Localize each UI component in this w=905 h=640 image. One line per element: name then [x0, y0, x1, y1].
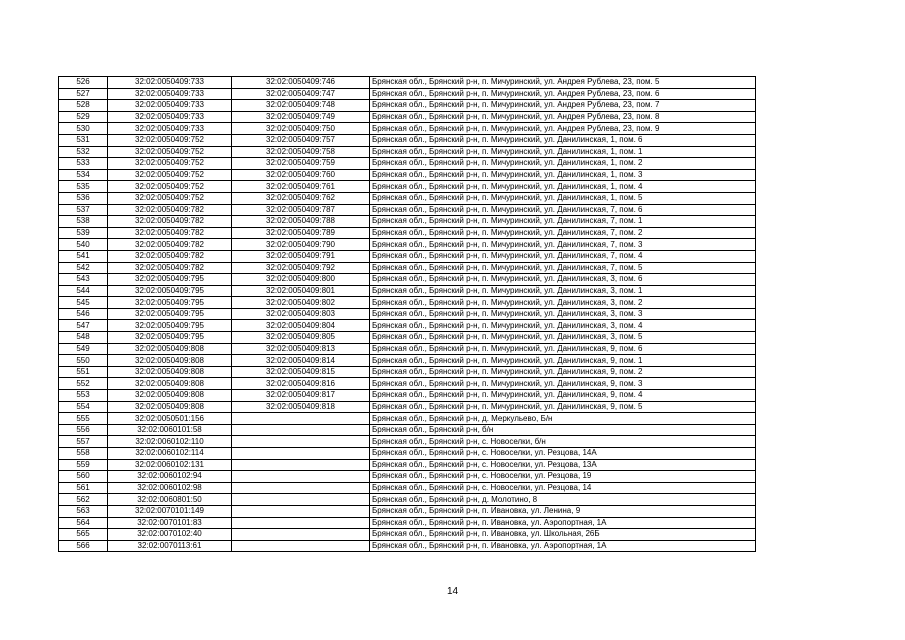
table-row: [59, 100, 756, 112]
address-cell: Брянская обл., Брянский р-н, п. Мичуринский, ул. Данилинская, 3, пом. 6: [370, 274, 756, 286]
parent-cadastral-cell: 32:02:0050409:752: [108, 192, 232, 204]
table-row: [59, 436, 756, 448]
cadastral-number-cell: 32:02:0050409:804: [232, 320, 370, 332]
row-number-cell: 563: [59, 505, 108, 517]
row-number-cell: 529: [59, 111, 108, 123]
table-row: [59, 227, 756, 239]
cadastral-number-cell: 32:02:0050409:789: [232, 227, 370, 239]
address-cell: Брянская обл., Брянский р-н, п. Мичуринский, ул. Данилинская, 3, пом. 2: [370, 297, 756, 309]
address-cell: Брянская обл., Брянский р-н, п. Мичуринский, ул. Данилинская, 7, пом. 2: [370, 227, 756, 239]
parent-cadastral-cell: 32:02:0050409:808: [108, 355, 232, 367]
table-row: [59, 494, 756, 506]
address-cell: Брянская обл., Брянский р-н, д. Молотино, 8: [370, 494, 756, 506]
cadastral-number-cell: 32:02:0050409:747: [232, 88, 370, 100]
parent-cadastral-cell: 32:02:0050409:808: [108, 401, 232, 413]
cadastral-number-cell: [232, 494, 370, 506]
table-row: [59, 250, 756, 262]
parent-cadastral-cell: 32:02:0050409:795: [108, 297, 232, 309]
parent-cadastral-cell: 32:02:0060102:110: [108, 436, 232, 448]
table-row: [59, 413, 756, 425]
address-cell: Брянская обл., Брянский р-н, п. Мичуринский, ул. Данилинская, 9, пом. 6: [370, 343, 756, 355]
cadastral-number-cell: [232, 505, 370, 517]
address-cell: Брянская обл., Брянский р-н, п. Мичуринский, ул. Данилинская, 3, пом. 4: [370, 320, 756, 332]
parent-cadastral-cell: 32:02:0070101:83: [108, 517, 232, 529]
table-row: [59, 448, 756, 460]
address-cell: Брянская обл., Брянский р-н, п. Мичуринский, ул. Данилинская, 1, пом. 5: [370, 192, 756, 204]
cadastral-number-cell: 32:02:0050409:815: [232, 366, 370, 378]
row-number-cell: 533: [59, 158, 108, 170]
table-row: [59, 505, 756, 517]
parent-cadastral-cell: 32:02:0050409:733: [108, 77, 232, 89]
row-number-cell: 526: [59, 77, 108, 89]
table-row: [59, 239, 756, 251]
cadastral-number-cell: 32:02:0050409:814: [232, 355, 370, 367]
address-cell: Брянская обл., Брянский р-н, п. Мичуринский, ул. Данилинская, 7, пом. 6: [370, 204, 756, 216]
row-number-cell: 561: [59, 482, 108, 494]
parent-cadastral-cell: 32:02:0050409:752: [108, 169, 232, 181]
address-cell: Брянская обл., Брянский р-н, п. Мичуринский, ул. Андрея Рублева, 23, пом. 6: [370, 88, 756, 100]
page-number: 14: [446, 586, 459, 597]
row-number-cell: 566: [59, 540, 108, 552]
cadastral-number-cell: [232, 529, 370, 541]
table-row: [59, 111, 756, 123]
parent-cadastral-cell: 32:02:0050409:752: [108, 146, 232, 158]
table-row: [59, 285, 756, 297]
address-cell: Брянская обл., Брянский р-н, п. Мичуринский, ул. Данилинская, 1, пом. 6: [370, 134, 756, 146]
table-row: [59, 390, 756, 402]
cadastral-number-cell: 32:02:0050409:787: [232, 204, 370, 216]
parent-cadastral-cell: 32:02:0050409:782: [108, 204, 232, 216]
cadastral-number-cell: 32:02:0050409:801: [232, 285, 370, 297]
address-cell: Брянская обл., Брянский р-н, с. Новоселки, ул. Резцова, 14: [370, 482, 756, 494]
parent-cadastral-cell: 32:02:0050409:752: [108, 181, 232, 193]
row-number-cell: 556: [59, 424, 108, 436]
row-number-cell: 554: [59, 401, 108, 413]
cadastral-number-cell: [232, 540, 370, 552]
cadastral-number-cell: [232, 448, 370, 460]
cadastral-number-cell: [232, 517, 370, 529]
row-number-cell: 541: [59, 250, 108, 262]
table-row: [59, 77, 756, 89]
parent-cadastral-cell: 32:02:0060102:94: [108, 471, 232, 483]
cadastral-number-cell: 32:02:0050409:791: [232, 250, 370, 262]
cadastral-number-cell: 32:02:0050409:802: [232, 297, 370, 309]
parent-cadastral-cell: 32:02:0050409:752: [108, 134, 232, 146]
table-row: [59, 471, 756, 483]
address-cell: Брянская обл., Брянский р-н, п. Мичуринский, ул. Данилинская, 9, пом. 1: [370, 355, 756, 367]
table-row: [59, 401, 756, 413]
address-cell: Брянская обл., Брянский р-н, п. Мичуринский, ул. Данилинская, 3, пом. 5: [370, 332, 756, 344]
address-cell: Брянская обл., Брянский р-н, п. Мичуринский, ул. Андрея Рублева, 23, пом. 7: [370, 100, 756, 112]
parent-cadastral-cell: 32:02:0050409:795: [108, 274, 232, 286]
row-number-cell: 540: [59, 239, 108, 251]
parent-cadastral-cell: 32:02:0050409:733: [108, 100, 232, 112]
parent-cadastral-cell: 32:02:0070113:61: [108, 540, 232, 552]
address-cell: Брянская обл., Брянский р-н, п. Мичуринский, ул. Данилинская, 7, пом. 1: [370, 216, 756, 228]
parent-cadastral-cell: 32:02:0050409:782: [108, 216, 232, 228]
parent-cadastral-cell: 32:02:0060102:98: [108, 482, 232, 494]
address-cell: Брянская обл., Брянский р-н, д. Меркульево, Б/н: [370, 413, 756, 425]
row-number-cell: 536: [59, 192, 108, 204]
row-number-cell: 539: [59, 227, 108, 239]
cadastral-number-cell: 32:02:0050409:762: [232, 192, 370, 204]
parent-cadastral-cell: 32:02:0050409:782: [108, 250, 232, 262]
cadastral-number-cell: [232, 424, 370, 436]
row-number-cell: 530: [59, 123, 108, 135]
address-cell: Брянская обл., Брянский р-н, с. Новоселки, ул. Резцова, 19: [370, 471, 756, 483]
address-cell: Брянская обл., Брянский р-н, п. Ивановка, ул. Аэропортная, 1А: [370, 517, 756, 529]
row-number-cell: 547: [59, 320, 108, 332]
address-cell: Брянская обл., Брянский р-н, п. Мичуринский, ул. Данилинская, 7, пом. 3: [370, 239, 756, 251]
address-cell: Брянская обл., Брянский р-н, п. Мичуринский, ул. Данилинская, 1, пом. 1: [370, 146, 756, 158]
row-number-cell: 534: [59, 169, 108, 181]
table-row: [59, 459, 756, 471]
parent-cadastral-cell: 32:02:0050409:733: [108, 111, 232, 123]
parent-cadastral-cell: 32:02:0060102:114: [108, 448, 232, 460]
table-row: [59, 482, 756, 494]
cadastral-number-cell: 32:02:0050409:759: [232, 158, 370, 170]
row-number-cell: 545: [59, 297, 108, 309]
parent-cadastral-cell: 32:02:0070102:40: [108, 529, 232, 541]
table-row: [59, 517, 756, 529]
address-cell: Брянская обл., Брянский р-н, п. Мичуринский, ул. Данилинская, 3, пом. 3: [370, 308, 756, 320]
parent-cadastral-cell: 32:02:0050409:733: [108, 88, 232, 100]
table-row: [59, 216, 756, 228]
table-row: [59, 123, 756, 135]
address-cell: Брянская обл., Брянский р-н, б/н: [370, 424, 756, 436]
cadastral-number-cell: 32:02:0050409:813: [232, 343, 370, 355]
row-number-cell: 553: [59, 390, 108, 402]
address-cell: Брянская обл., Брянский р-н, с. Новоселки, ул. Резцова, 14А: [370, 448, 756, 460]
parent-cadastral-cell: 32:02:0050409:782: [108, 239, 232, 251]
address-cell: Брянская обл., Брянский р-н, п. Ивановка, ул. Ленина, 9: [370, 505, 756, 517]
row-number-cell: 562: [59, 494, 108, 506]
row-number-cell: 557: [59, 436, 108, 448]
parent-cadastral-cell: 32:02:0050409:795: [108, 332, 232, 344]
address-cell: Брянская обл., Брянский р-н, с. Новоселки, б/н: [370, 436, 756, 448]
table-row: [59, 146, 756, 158]
cadastral-number-cell: 32:02:0050409:761: [232, 181, 370, 193]
table-row: [59, 378, 756, 390]
row-number-cell: 565: [59, 529, 108, 541]
row-number-cell: 550: [59, 355, 108, 367]
address-cell: Брянская обл., Брянский р-н, п. Мичуринский, ул. Данилинская, 1, пом. 4: [370, 181, 756, 193]
row-number-cell: 538: [59, 216, 108, 228]
table-row: [59, 262, 756, 274]
cadastral-number-cell: 32:02:0050409:758: [232, 146, 370, 158]
table-row: [59, 192, 756, 204]
cadastral-number-cell: 32:02:0050409:749: [232, 111, 370, 123]
table-row: [59, 332, 756, 344]
cadastral-number-cell: 32:02:0050409:757: [232, 134, 370, 146]
parent-cadastral-cell: 32:02:0050409:733: [108, 123, 232, 135]
address-cell: Брянская обл., Брянский р-н, п. Мичуринский, ул. Данилинская, 3, пом. 1: [370, 285, 756, 297]
parent-cadastral-cell: 32:02:0060102:131: [108, 459, 232, 471]
cadastral-number-cell: 32:02:0050409:803: [232, 308, 370, 320]
parent-cadastral-cell: 32:02:0050409:752: [108, 158, 232, 170]
row-number-cell: 559: [59, 459, 108, 471]
row-number-cell: 543: [59, 274, 108, 286]
table-row: [59, 158, 756, 170]
address-cell: Брянская обл., Брянский р-н, п. Мичуринский, ул. Андрея Рублева, 23, пом. 9: [370, 123, 756, 135]
table-row: [59, 134, 756, 146]
row-number-cell: 535: [59, 181, 108, 193]
table-row: [59, 181, 756, 193]
cadastral-number-cell: [232, 413, 370, 425]
parent-cadastral-cell: 32:02:0050409:808: [108, 366, 232, 378]
cadastral-number-cell: 32:02:0050409:790: [232, 239, 370, 251]
row-number-cell: 528: [59, 100, 108, 112]
cadastral-number-cell: 32:02:0050409:800: [232, 274, 370, 286]
table-row: [59, 308, 756, 320]
row-number-cell: 555: [59, 413, 108, 425]
cadastral-number-cell: 32:02:0050409:788: [232, 216, 370, 228]
row-number-cell: 531: [59, 134, 108, 146]
table-row: [59, 366, 756, 378]
row-number-cell: 551: [59, 366, 108, 378]
property-table: [58, 76, 756, 552]
table-row: [59, 320, 756, 332]
parent-cadastral-cell: 32:02:0050409:808: [108, 390, 232, 402]
address-cell: Брянская обл., Брянский р-н, п. Мичуринский, ул. Андрея Рублева, 23, пом. 8: [370, 111, 756, 123]
row-number-cell: 544: [59, 285, 108, 297]
table-row: [59, 274, 756, 286]
address-cell: Брянская обл., Брянский р-н, п. Мичуринский, ул. Данилинская, 1, пом. 2: [370, 158, 756, 170]
cadastral-number-cell: [232, 471, 370, 483]
cadastral-number-cell: 32:02:0050409:817: [232, 390, 370, 402]
address-cell: Брянская обл., Брянский р-н, п. Ивановка, ул. Аэропортная, 1А: [370, 540, 756, 552]
address-cell: Брянская обл., Брянский р-н, п. Мичуринский, ул. Данилинская, 9, пом. 5: [370, 401, 756, 413]
cadastral-number-cell: 32:02:0050409:750: [232, 123, 370, 135]
table-row: [59, 540, 756, 552]
parent-cadastral-cell: 32:02:0050409:808: [108, 343, 232, 355]
cadastral-number-cell: 32:02:0050409:805: [232, 332, 370, 344]
parent-cadastral-cell: 32:02:0050409:782: [108, 262, 232, 274]
parent-cadastral-cell: 32:02:0050409:795: [108, 285, 232, 297]
table-row: [59, 343, 756, 355]
row-number-cell: 560: [59, 471, 108, 483]
cadastral-number-cell: 32:02:0050409:792: [232, 262, 370, 274]
parent-cadastral-cell: 32:02:0060101:58: [108, 424, 232, 436]
address-cell: Брянская обл., Брянский р-н, с. Новоселки, ул. Резцова, 13А: [370, 459, 756, 471]
row-number-cell: 564: [59, 517, 108, 529]
row-number-cell: 532: [59, 146, 108, 158]
parent-cadastral-cell: 32:02:0050501:156: [108, 413, 232, 425]
table-row: [59, 169, 756, 181]
cadastral-number-cell: [232, 482, 370, 494]
cadastral-number-cell: [232, 436, 370, 448]
address-cell: Брянская обл., Брянский р-н, п. Мичуринский, ул. Андрея Рублева, 23, пом. 5: [370, 77, 756, 89]
property-table-body: [59, 77, 756, 552]
address-cell: Брянская обл., Брянский р-н, п. Мичуринский, ул. Данилинская, 7, пом. 5: [370, 262, 756, 274]
cadastral-number-cell: [232, 459, 370, 471]
row-number-cell: 549: [59, 343, 108, 355]
cadastral-number-cell: 32:02:0050409:760: [232, 169, 370, 181]
address-cell: Брянская обл., Брянский р-н, п. Мичуринский, ул. Данилинская, 7, пом. 4: [370, 250, 756, 262]
row-number-cell: 546: [59, 308, 108, 320]
parent-cadastral-cell: 32:02:0050409:808: [108, 378, 232, 390]
row-number-cell: 548: [59, 332, 108, 344]
row-number-cell: 552: [59, 378, 108, 390]
cadastral-number-cell: 32:02:0050409:746: [232, 77, 370, 89]
row-number-cell: 558: [59, 448, 108, 460]
row-number-cell: 527: [59, 88, 108, 100]
cadastral-number-cell: 32:02:0050409:748: [232, 100, 370, 112]
cadastral-number-cell: 32:02:0050409:816: [232, 378, 370, 390]
table-row: [59, 529, 756, 541]
cadastral-number-cell: 32:02:0050409:818: [232, 401, 370, 413]
address-cell: Брянская обл., Брянский р-н, п. Мичуринский, ул. Данилинская, 9, пом. 4: [370, 390, 756, 402]
table-row: [59, 204, 756, 216]
row-number-cell: 537: [59, 204, 108, 216]
table-row: [59, 88, 756, 100]
row-number-cell: 542: [59, 262, 108, 274]
address-cell: Брянская обл., Брянский р-н, п. Мичуринский, ул. Данилинская, 1, пом. 3: [370, 169, 756, 181]
table-row: [59, 355, 756, 367]
parent-cadastral-cell: 32:02:0050409:782: [108, 227, 232, 239]
parent-cadastral-cell: 32:02:0050409:795: [108, 320, 232, 332]
table-row: [59, 297, 756, 309]
address-cell: Брянская обл., Брянский р-н, п. Мичуринский, ул. Данилинская, 9, пом. 3: [370, 378, 756, 390]
parent-cadastral-cell: 32:02:0070101:149: [108, 505, 232, 517]
parent-cadastral-cell: 32:02:0050409:795: [108, 308, 232, 320]
parent-cadastral-cell: 32:02:0060801:50: [108, 494, 232, 506]
table-row: [59, 424, 756, 436]
address-cell: Брянская обл., Брянский р-н, п. Ивановка, ул. Школьная, 26Б: [370, 529, 756, 541]
address-cell: Брянская обл., Брянский р-н, п. Мичуринский, ул. Данилинская, 9, пом. 2: [370, 366, 756, 378]
